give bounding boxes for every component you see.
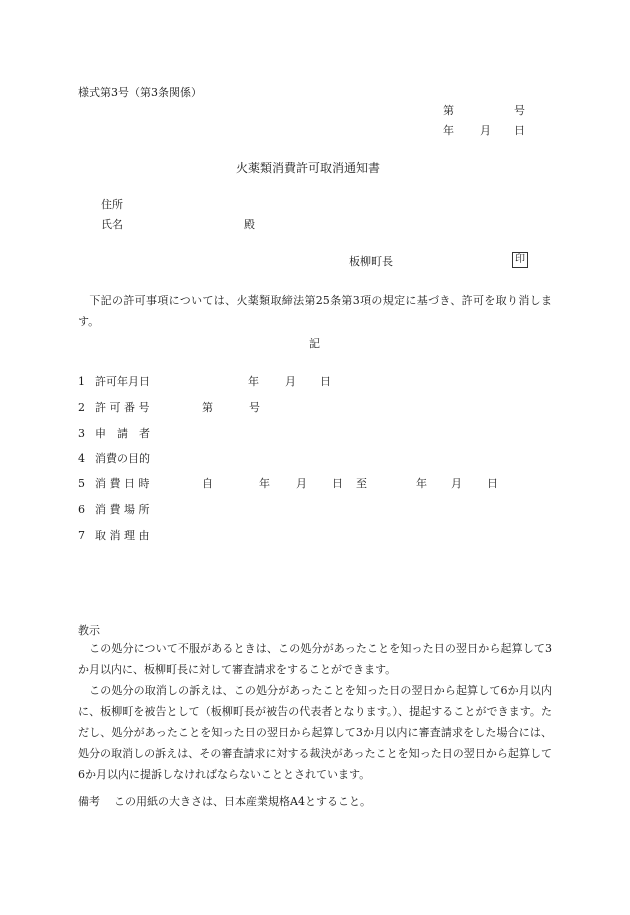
number-suffix: 号 — [514, 104, 525, 117]
item-number: 3 — [78, 427, 85, 440]
remarks-text: この用紙の大きさは、日本産業規格A4とすること。 — [114, 795, 371, 808]
item-year-to: 年 — [416, 477, 427, 490]
item-number-suffix: 号 — [249, 401, 260, 414]
item-month-from: 月 — [296, 477, 307, 490]
item-year-from: 年 — [259, 477, 270, 490]
address-label: 住所 — [101, 198, 123, 211]
item-day-from: 日 — [332, 477, 343, 490]
body-text: 下記の許可事項については、火薬類取締法第25条第3項の規定に基づき、許可を取り消します。 — [78, 294, 552, 328]
item-label: 消 費 日 時 — [95, 477, 150, 490]
item-number: 2 — [78, 401, 85, 414]
honorific: 殿 — [244, 218, 255, 231]
notice-heading: 教示 — [78, 624, 100, 637]
name-label: 氏名 — [101, 218, 123, 231]
item-number: 5 — [78, 477, 85, 490]
issuer-name: 板柳町長 — [349, 255, 393, 268]
form-label: 様式第3号（第3条関係） — [78, 86, 202, 99]
notice-paragraph-1: この処分について不服があるときは、この処分があったことを知った日の翌日から起算して3か月以内に、板柳町長に対して審査請求をすることができます。 — [78, 642, 552, 676]
item-from: 自 — [202, 477, 213, 490]
date-year: 年 — [443, 124, 454, 137]
item-label: 取 消 理 由 — [95, 529, 150, 542]
item-label: 申 請 者 — [95, 427, 150, 440]
item-number: 1 — [78, 375, 85, 388]
item-label: 許 可 番 号 — [95, 401, 150, 414]
item-to: 至 — [356, 477, 367, 490]
item-day: 日 — [320, 375, 331, 388]
ki-label: 記 — [309, 337, 320, 350]
item-label: 許可年月日 — [95, 375, 150, 388]
item-day-to: 日 — [487, 477, 498, 490]
seal-mark: 印 — [512, 252, 528, 268]
item-number: 7 — [78, 529, 85, 542]
item-number: 6 — [78, 503, 85, 516]
number-prefix: 第 — [443, 104, 454, 117]
item-month-to: 月 — [451, 477, 462, 490]
remarks-label: 備考 — [78, 795, 100, 808]
item-year: 年 — [248, 375, 259, 388]
item-number: 4 — [78, 452, 85, 465]
item-label: 消費の目的 — [95, 452, 150, 465]
date-month: 月 — [480, 124, 491, 137]
date-day: 日 — [514, 124, 525, 137]
notice-paragraph-2: この処分の取消しの訴えは、この処分があったことを知った日の翌日から起算して6か月以内に、板柳町を被告として（板柳町長が被告の代表者となります。）、提起することができます。ただし、処分があったことを知った日の翌日から起算して3か月以内に審査請求をした場合には、処分の取消しの訴えは、その審査請求に対する裁決があったことを知った日の翌日から起算して6か月以内に提訴しなければならないこととされています。 — [78, 684, 552, 781]
item-number-prefix: 第 — [202, 401, 213, 414]
item-month: 月 — [285, 375, 296, 388]
item-label: 消 費 場 所 — [95, 503, 150, 516]
document-title: 火薬類消費許可取消通知書 — [236, 161, 381, 175]
